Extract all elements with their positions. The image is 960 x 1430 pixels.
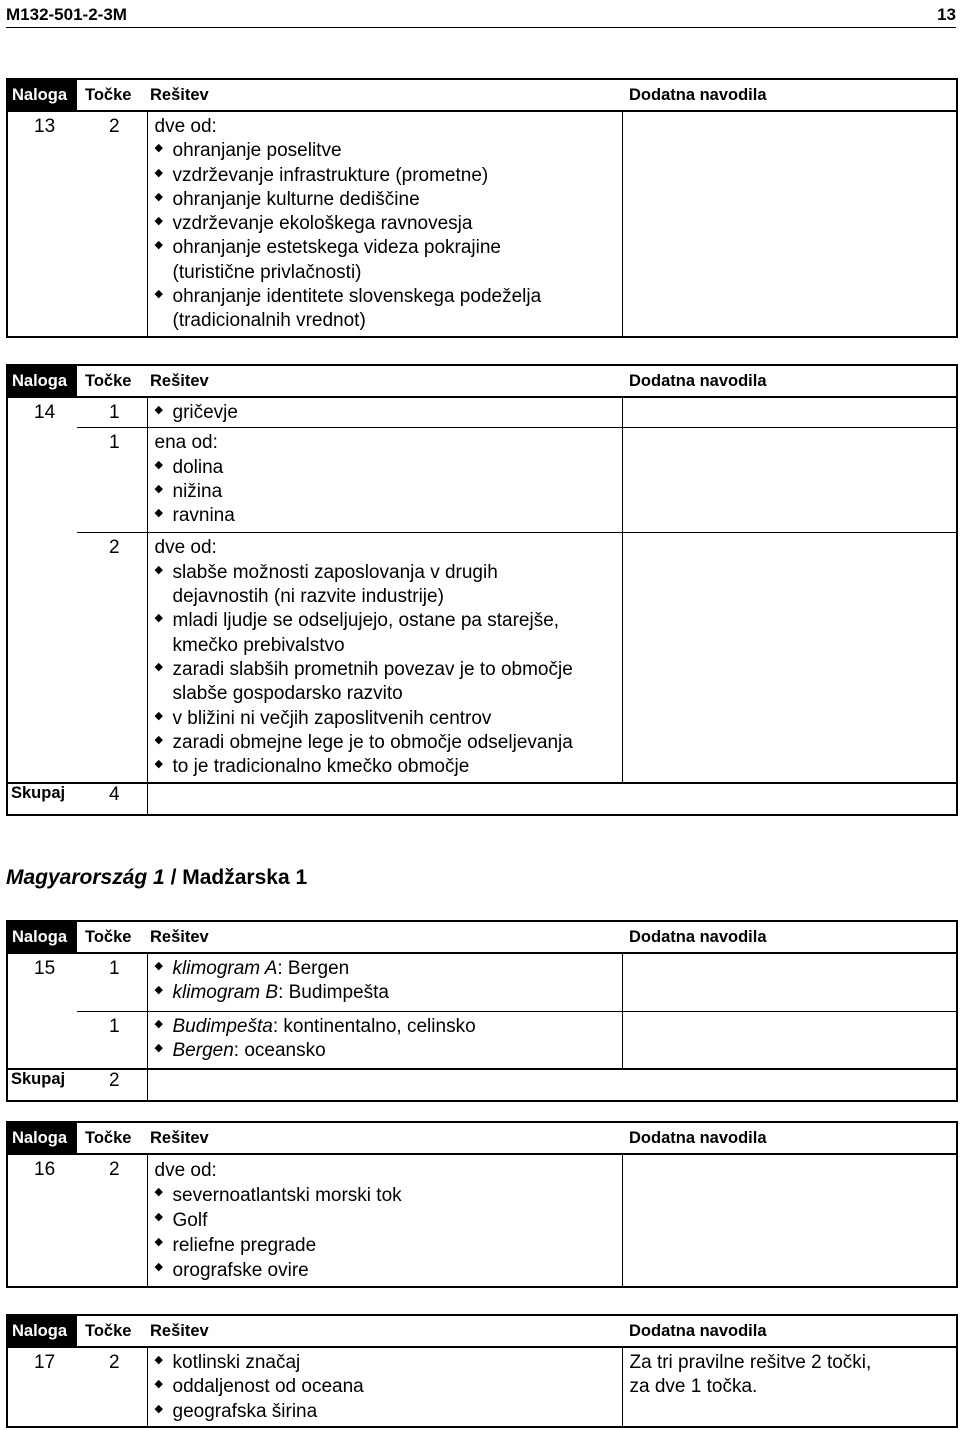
header-dodatna: Dodatna navodila xyxy=(622,365,957,397)
list-item: ◆ severnoatlantski morski tok xyxy=(155,1183,622,1208)
list-item-continuation: slabše gospodarsko razvito xyxy=(172,683,403,705)
list-item: ◆ ohranjanje estetskega videza pokrajine xyxy=(155,236,622,260)
header-tocke: Točke xyxy=(77,921,147,953)
item-value: : Bergen xyxy=(277,958,350,979)
empty-cell xyxy=(7,533,77,783)
task-points: 2 xyxy=(77,533,147,783)
total-row xyxy=(7,783,957,815)
table-row xyxy=(7,111,957,337)
list-item-continuation: dejavnostih (ni razvite industrije) xyxy=(172,586,444,608)
table-row xyxy=(7,1347,957,1427)
notes-cell xyxy=(622,533,957,783)
total-value: 4 xyxy=(77,783,147,815)
header-naloga: Naloga xyxy=(7,1122,77,1154)
notes-cell xyxy=(622,1011,957,1069)
empty-cell xyxy=(7,1011,77,1069)
header-dodatna: Dodatna navodila xyxy=(622,1315,957,1347)
solution-cell xyxy=(147,397,622,428)
document-code: M132-501-2-3M xyxy=(6,5,127,24)
task-number: 15 xyxy=(7,953,77,1011)
task-points: 1 xyxy=(77,1011,147,1069)
header-naloga: Naloga xyxy=(7,921,77,953)
list-item: ◆ ohranjanje kulturne dediščine xyxy=(155,188,622,212)
empty-cell xyxy=(7,428,77,533)
note-line: za dve 1 točka. xyxy=(629,1376,758,1398)
table-header xyxy=(7,1122,957,1154)
item-value: : kontinentalno, celinsko xyxy=(272,1015,476,1037)
task-number: 17 xyxy=(7,1347,77,1427)
table-header xyxy=(7,365,957,397)
total-label: Skupaj xyxy=(7,783,77,815)
list-item xyxy=(155,981,622,1005)
header-resitev: Rešitev xyxy=(147,79,622,111)
list-item: ◆ ohranjanje identitete slovenskega podeželja xyxy=(155,285,622,309)
list-item: ◆ reliefne pregrade xyxy=(155,1233,622,1258)
list-item: ◆ dolina xyxy=(155,456,622,480)
item-term: klimogram B xyxy=(172,982,279,1004)
task-points: 1 xyxy=(77,953,147,1011)
total-row xyxy=(7,1069,957,1101)
task-points: 2 xyxy=(77,1154,147,1287)
section-title-hu: Magyarország 1 xyxy=(6,866,165,889)
item-value: : Budimpešta xyxy=(278,982,389,1004)
notes-cell xyxy=(622,111,957,337)
item-term: klimogram A xyxy=(172,958,278,979)
solution-intro: ena od: xyxy=(154,432,218,454)
solution-intro: dve od: xyxy=(154,116,217,137)
list-item: ◆ zaradi obmejne lege je to območje odseljevanja xyxy=(155,731,622,755)
solution-cell xyxy=(147,533,622,783)
solution-cell xyxy=(147,1011,622,1069)
task-points: 2 xyxy=(77,111,147,337)
empty-cell xyxy=(147,1069,957,1101)
total-label: Skupaj xyxy=(7,1069,77,1101)
notes-cell xyxy=(622,953,957,1011)
header-resitev: Rešitev xyxy=(147,365,622,397)
page-header xyxy=(6,5,956,28)
notes-cell xyxy=(622,1154,957,1287)
header-resitev: Rešitev xyxy=(147,921,622,953)
header-dodatna: Dodatna navodila xyxy=(622,79,957,111)
task-number: 14 xyxy=(7,397,77,428)
list-item: ◆ ravnina xyxy=(155,504,622,528)
task-14-table xyxy=(6,364,958,816)
list-item: ◆ mladi ljudje se odseljujejo, ostane pa starejše, xyxy=(155,609,622,633)
table-header xyxy=(7,921,957,953)
header-naloga: Naloga xyxy=(7,365,77,397)
empty-cell xyxy=(147,783,957,815)
page-number: 13 xyxy=(937,5,956,24)
list-item: ◆ vzdrževanje ekološkega ravnovesja xyxy=(155,212,622,236)
table-row xyxy=(7,1011,957,1069)
notes-cell xyxy=(622,397,957,428)
header-resitev: Rešitev xyxy=(147,1315,622,1347)
list-item xyxy=(155,1015,622,1039)
item-term: Bergen xyxy=(172,1039,234,1061)
table-header xyxy=(7,1315,957,1347)
section-title-sl: Madžarska 1 xyxy=(182,866,308,889)
item-value: : oceansko xyxy=(233,1039,326,1061)
header-tocke: Točke xyxy=(77,1122,147,1154)
notes-cell xyxy=(622,1347,957,1427)
list-item: ◆ ohranjanje poselitve xyxy=(155,139,622,163)
note-line: Za tri pravilne rešitve 2 točki, xyxy=(629,1352,872,1373)
list-item: ◆ v bližini ni večjih zaposlitvenih centrov xyxy=(155,707,622,731)
solution-intro: dve od: xyxy=(154,1160,217,1181)
header-dodatna: Dodatna navodila xyxy=(622,1122,957,1154)
task-17-table xyxy=(6,1314,958,1428)
list-item: ◆ orografske ovire xyxy=(155,1258,622,1283)
solution-cell xyxy=(147,1154,622,1287)
list-item-continuation: (turistične privlačnosti) xyxy=(172,261,362,283)
item-term: Budimpešta xyxy=(172,1015,273,1037)
list-item: ◆ vzdrževanje infrastrukture (prometne) xyxy=(155,164,622,188)
list-item xyxy=(155,1039,622,1063)
solution-cell xyxy=(147,428,622,533)
header-naloga: Naloga xyxy=(7,79,77,111)
list-item-continuation: (tradicionalnih vrednot) xyxy=(172,310,366,332)
table-row xyxy=(7,397,957,428)
table-header xyxy=(7,79,957,111)
task-points: 1 xyxy=(77,428,147,533)
task-number: 13 xyxy=(7,111,77,337)
solution-cell xyxy=(147,953,622,1011)
task-points: 1 xyxy=(77,397,147,428)
list-item: ◆ to je tradicionalno kmečko območje xyxy=(155,755,622,779)
header-tocke: Točke xyxy=(77,365,147,397)
table-row xyxy=(7,533,957,783)
table-row xyxy=(7,428,957,533)
section-title xyxy=(6,866,307,890)
table-row xyxy=(7,1154,957,1287)
section-separator: / xyxy=(164,866,183,889)
solution-cell xyxy=(147,1347,622,1427)
list-item: ◆ nižina xyxy=(155,480,622,504)
list-item: ◆ gričevje xyxy=(155,401,622,425)
task-15-table xyxy=(6,920,958,1102)
list-item: ◆ geografska širina xyxy=(155,1400,622,1424)
list-item-continuation: kmečko prebivalstvo xyxy=(172,634,345,656)
table-row xyxy=(7,953,957,1011)
header-tocke: Točke xyxy=(77,79,147,111)
task-points: 2 xyxy=(77,1347,147,1427)
list-item: ◆ kotlinski značaj xyxy=(155,1351,622,1375)
total-value: 2 xyxy=(77,1069,147,1101)
task-13-table xyxy=(6,78,958,338)
header-resitev: Rešitev xyxy=(147,1122,622,1154)
list-item xyxy=(155,957,622,981)
list-item: ◆ slabše možnosti zaposlovanja v drugih xyxy=(155,561,622,585)
solution-intro: dve od: xyxy=(154,537,217,559)
solution-cell xyxy=(147,111,622,337)
header-naloga: Naloga xyxy=(7,1315,77,1347)
list-item: ◆ zaradi slabših prometnih povezav je to območje xyxy=(155,658,622,682)
header-dodatna: Dodatna navodila xyxy=(622,921,957,953)
header-tocke: Točke xyxy=(77,1315,147,1347)
list-item: ◆ Golf xyxy=(155,1208,622,1233)
task-number: 16 xyxy=(7,1154,77,1287)
list-item: ◆ oddaljenost od oceana xyxy=(155,1375,622,1399)
notes-cell xyxy=(622,428,957,533)
task-16-table xyxy=(6,1121,958,1288)
